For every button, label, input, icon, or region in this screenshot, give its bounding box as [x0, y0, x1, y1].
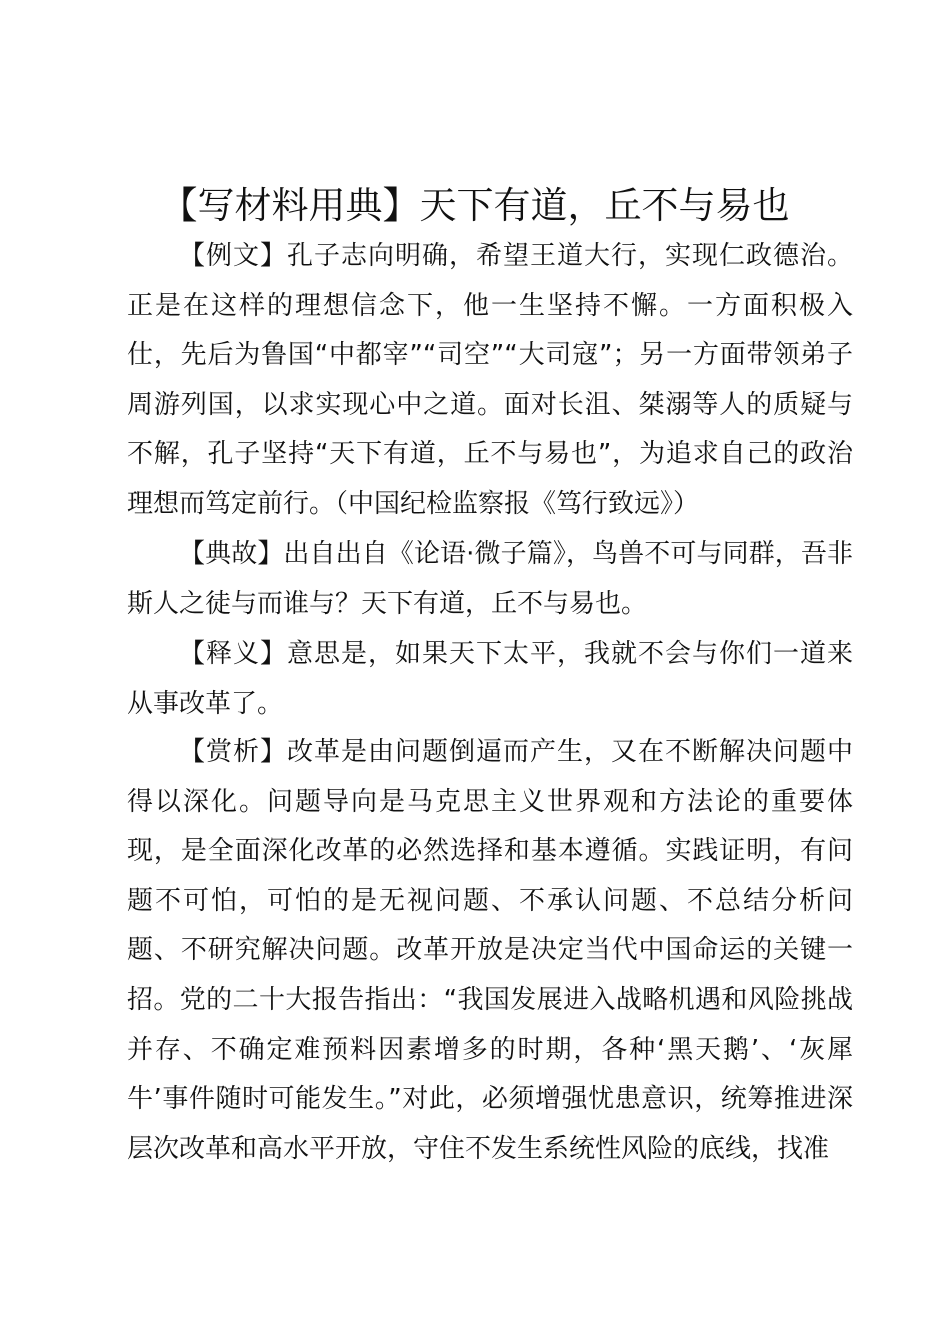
paragraph-source: 【典故】出自出自《论语·微子篇》，鸟兽不可与同群，吾非斯人之徒与而谁与？天下有道，丘不与易也。 [127, 539, 853, 619]
document-title: 【写材料用典】天下有道，丘不与易也 [160, 184, 790, 227]
paragraph-meaning: 【释义】意思是，如果天下太平，我就不会与你们一道来从事改革了。 [127, 639, 853, 719]
paragraph-example: 【例文】孔子志向明确，希望王道大行，实现仁政德治。正是在这样的理想信念下，他一生坚持不懈。一方面积极入仕，先后为鲁国“中都宰”“司空”“大司寇”；另一方面带领弟子周游列国，以求实现心中之道。面对长沮、桀溺等人的质疑与不解，孔子坚持“天下有道，丘不与易也”，为追求自己的政治理想而笃定前行。（中国纪检监察报《笃行致远》） [127, 241, 853, 519]
paragraph-analysis: 【赏析】改革是由问题倒逼而产生，又在不断解决问题中得以深化。问题导向是马克思主义世界观和方法论的重要体现，是全面深化改革的必然选择和基本遵循。实践证明，有问题不可怕，可怕的是无视问题、不承认问题、不总结分析问题、不研究解决问题。改革开放是决定当代中国命运的关键一招。党的二十大报告指出：“我国发展进入战略机遇和风险挑战并存、不确定难预料因素增多的时期，各种‘黑天鹅’、‘灰犀牛’事件随时可能发生。”对此，必须增强忧患意识，统筹推进深层次改革和高水平开放，守住不发生系统性风险的底线，找准 [127, 737, 853, 1164]
